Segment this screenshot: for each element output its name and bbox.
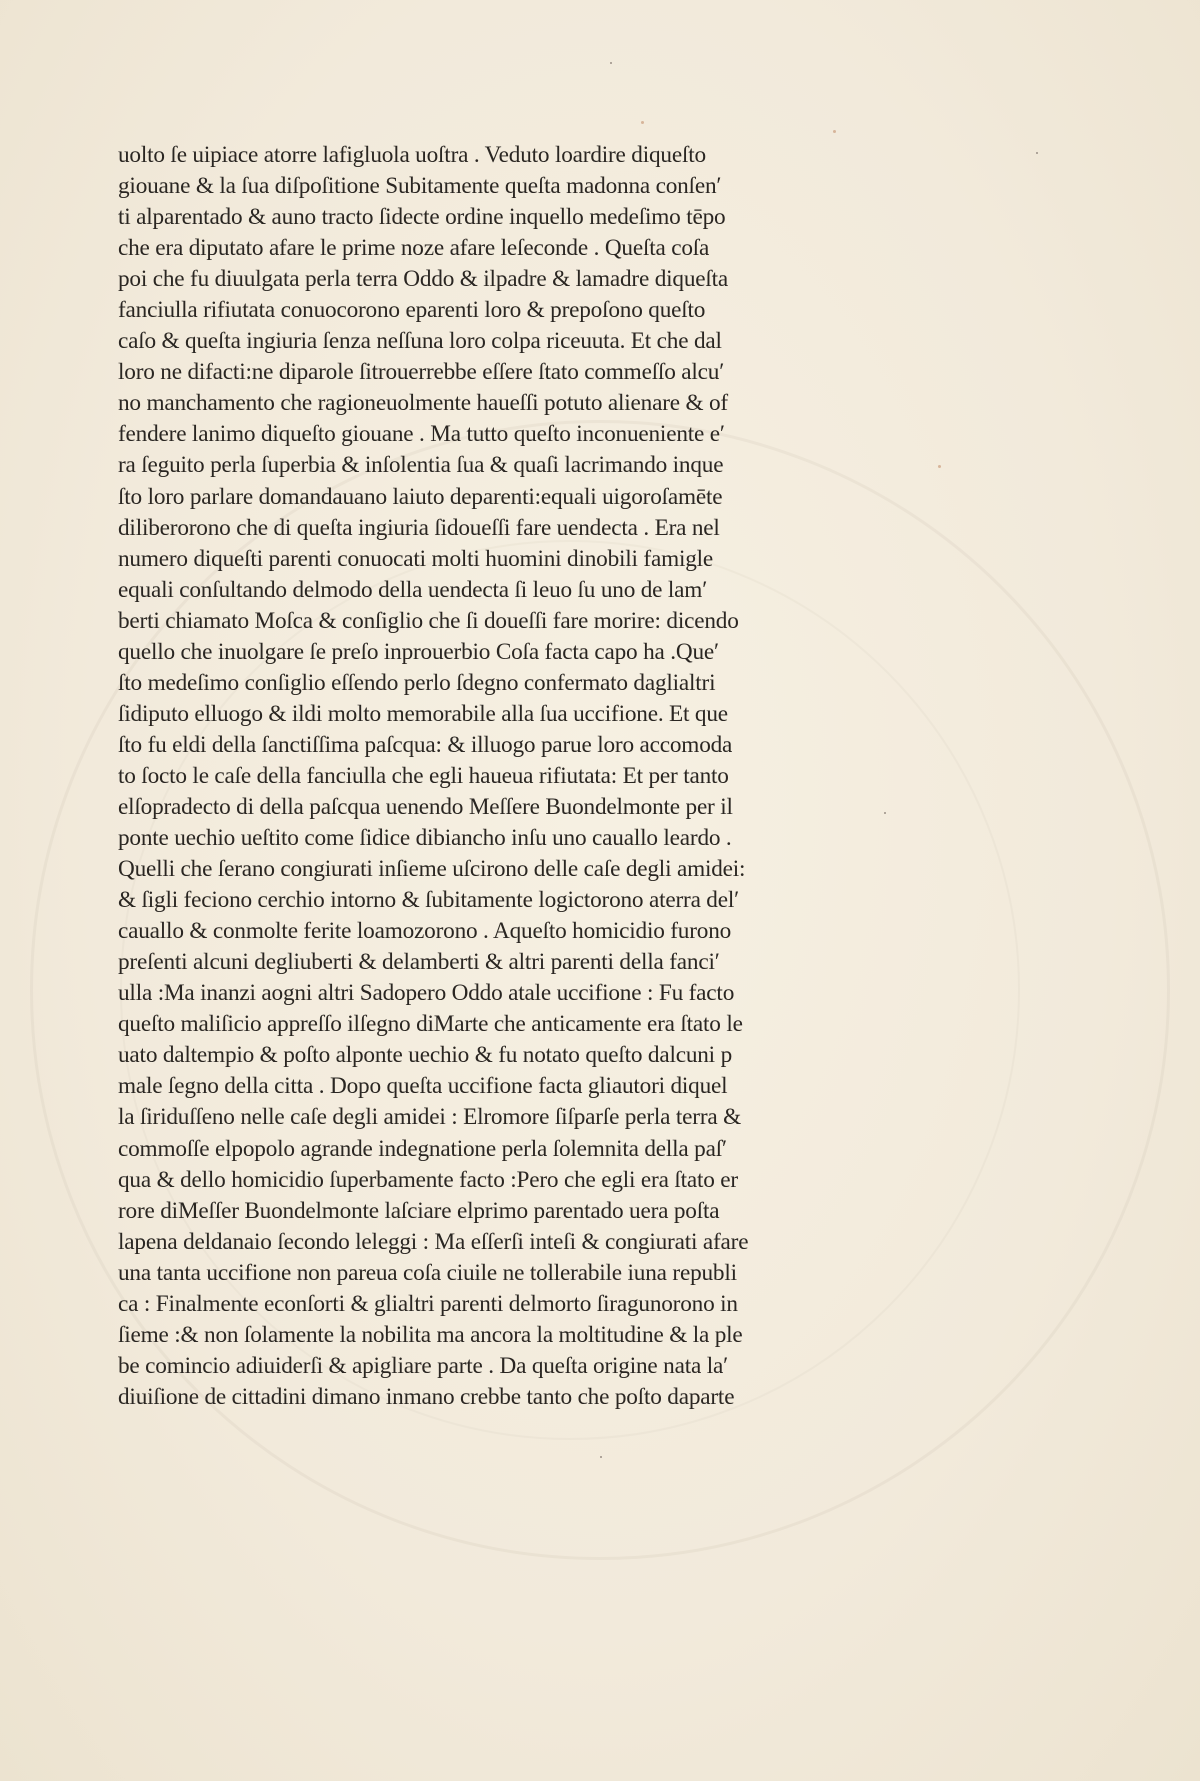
- text-line: ti alparentado & auno tracto ſidecte ordine inquello medeſimo tēpo: [118, 204, 726, 231]
- paper-speck: [610, 62, 612, 64]
- text-line: ca : Finalmente econſorti & glialtri parenti delmorto ſiragunorono in: [118, 1290, 738, 1317]
- text-line: la ſiriduſſeno nelle caſe degli amidei : Elromore ſiſparſe perla terra &: [118, 1104, 742, 1131]
- text-line: preſenti alcuni degliuberti & delamberti & altri parenti della fanci′: [118, 949, 720, 976]
- text-line: ſidiputo elluogo & ildi molto memorabile alla ſua uccifione. Et que: [118, 700, 728, 727]
- text-line: rore diMeſſer Buondelmonte laſciare elprimo parentado uera poſta: [118, 1197, 720, 1224]
- text-line: che era diputato afare le prime noze afare leſeconde . Queſta coſa: [118, 235, 710, 262]
- text-line: no manchamento che ragioneuolmente haueſſi potuto alienare & of: [118, 390, 728, 417]
- text-line: ponte uechio ueſtito come ſidice dibiancho inſu uno cauallo leardo .: [118, 825, 732, 852]
- text-line: quello che inuolgare ſe preſo inprouerbio Coſa facta capo ha .Que′: [118, 638, 719, 665]
- text-line: ra ſeguito perla ſuperbia & inſolentia ſua & quaſi lacrimando inque: [118, 452, 724, 479]
- text-line: ulla :Ma inanzi aogni altri Sadopero Oddo atale uccifione : Fu facto: [118, 980, 735, 1007]
- text-line: ſieme :& non ſolamente la nobilita ma ancora la moltitudine & la ple: [118, 1321, 743, 1348]
- paper-speck: [938, 465, 941, 468]
- text-line: ſto fu eldi della ſanctiſſima paſcqua: & illuogo parue loro accomoda: [118, 731, 733, 758]
- text-line: poi che fu diuulgata perla terra Oddo & ilpadre & lamadre diqueſta: [118, 266, 729, 293]
- text-line: elſopradecto di della paſcqua uenendo Meſſere Buondelmonte per il: [118, 793, 733, 820]
- text-line: male ſegno della citta . Dopo queſta uccifione facta gliautori diquel: [118, 1073, 728, 1100]
- text-line: una tanta uccifione non pareua coſa ciuile ne tollerabile iuna republi: [118, 1259, 737, 1286]
- text-line: caſo & queſta ingiuria ſenza neſſuna loro colpa riceuuta. Et che dal: [118, 328, 722, 355]
- text-line: cauallo & conmolte ferite loamozorono . Aqueſto homicidio furono: [118, 918, 732, 945]
- text-line: to ſocto le caſe della fanciulla che egli haueua rifiutata: Et per tanto: [118, 762, 729, 789]
- text-line: uolto ſe uipiace atorre lafigluola uoſtra . Veduto loardire diqueſto: [118, 142, 706, 168]
- text-line: lapena deldanaio ſecondo leleggi : Ma eſſerſi inteſi & congiurati afare: [118, 1228, 749, 1255]
- text-line: qua & dello homicidio ſuperbamente facto :Pero che egli era ſtato er: [118, 1166, 738, 1193]
- text-line: berti chiamato Moſca & conſiglio che ſi doueſſi fare morire: dicendo: [118, 607, 739, 634]
- text-line: ſto loro parlare domandauano laiuto deparenti:equali uigoroſamēte: [118, 483, 723, 510]
- text-line: equali conſultando delmodo della uendecta ſi leuo ſu uno de lam′: [118, 576, 708, 603]
- text-line: ſto medeſimo conſiglio eſſendo perlo ſdegno confermato daglialtri: [118, 669, 716, 696]
- text-line: & ſigli feciono cerchio intorno & ſubitamente logictorono aterra del′: [118, 887, 740, 914]
- text-line: queſto maliſicio appreſſo ilſegno diMarte che anticamente era ſtato le: [118, 1011, 743, 1038]
- text-line: giouane & la ſua diſpoſitione Subitamente queſta madonna conſen′: [118, 173, 722, 200]
- paper-speck: [833, 130, 836, 133]
- text-line: uato daltempio & poſto alponte uechio & fu notato queſto dalcuni p: [118, 1042, 733, 1069]
- text-line: commoſſe elpopolo agrande indegnatione perla ſolemnita della paſ′: [118, 1135, 727, 1162]
- text-line: fendere lanimo diqueſto giouane . Ma tutto queſto inconueniente e′: [118, 421, 725, 448]
- text-line: Quelli che ſerano congiurati inſieme uſcirono delle caſe degli amidei:: [118, 856, 746, 883]
- text-line: fanciulla rifiutata conuocorono eparenti loro & prepoſono queſto: [118, 297, 706, 324]
- text-line: numero diqueſti parenti conuocati molti huomini dinobili famigle: [118, 545, 714, 572]
- text-line: be comincio adiuiderſi & apigliare parte . Da queſta origine nata la′: [118, 1352, 728, 1379]
- paper-speck: [641, 121, 644, 124]
- text-line: diuiſione de cittadini dimano inmano crebbe tanto che poſto daparte: [118, 1383, 735, 1410]
- paper-speck: [1036, 152, 1038, 154]
- paper-speck: [884, 812, 886, 814]
- paper-speck: [600, 1456, 602, 1458]
- body-text: [118, 140, 878, 1413]
- text-line: loro ne difacti:ne diparole ſitrouerrebbe eſſere ſtato commeſſo alcu′: [118, 359, 725, 386]
- text-line: diliberorono che di queſta ingiuria ſidoueſſi fare uendecta . Era nel: [118, 514, 720, 541]
